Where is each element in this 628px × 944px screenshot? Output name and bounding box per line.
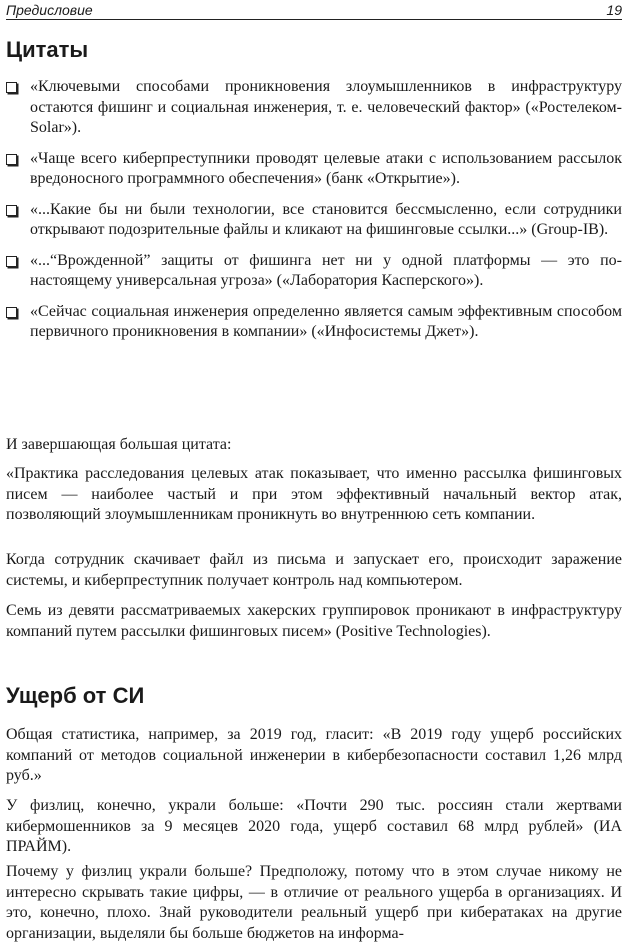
section-heading-damage: Ущерб от СИ xyxy=(6,683,145,708)
checkbox-bullet-icon xyxy=(6,256,17,267)
chapter-title: Предисловие xyxy=(6,2,93,18)
checkbox-bullet-icon xyxy=(6,82,17,93)
running-header xyxy=(6,0,622,20)
quote-paragraph: Семь из девяти рассматриваемых хакерских группировок проникают в инфраструктуру компаний путем рассылки фишинговых писем» (Positive Technologies). xyxy=(6,602,622,640)
list-item xyxy=(6,77,622,139)
bullet-text: «...Какие бы ни были технологии, все становится бессмысленно, если сотрудники открывают подозрительные файлы и кликают на фишинговые ссылки...» (Group-IB). xyxy=(30,200,622,238)
bullet-text: «Сейчас социальная инженерия определенно является самым эффективным способом первичного проникновения в компании» («Инфосистемы Джет»). xyxy=(30,302,622,340)
quotes-bullet-list xyxy=(6,77,622,353)
checkbox-bullet-icon xyxy=(6,307,17,318)
bullet-text: «Чаще всего киберпреступники проводят целевые атаки с использованием рассылок вредоносного программного обеспечения» (банк «Открытие»). xyxy=(30,149,622,187)
body-paragraph: Почему у физлиц украли больше? Предположу, потому что в этом случае никому не интересно скрывать такие цифры, — в отличие от реального ущерба в организациях. И это, конечно, плохо. Знай руководители реальный ущерб при кибератаках на другие организации, выделяли бы больше бюджетов на информа- xyxy=(6,863,622,942)
list-item xyxy=(6,149,622,190)
checkbox-bullet-icon xyxy=(6,154,17,165)
quote-intro: И завершающая большая цитата: xyxy=(6,436,232,453)
list-item xyxy=(6,251,622,292)
quote-paragraph: Когда сотрудник скачивает файл из письма и запускает его, происходит заражение системы, и киберпреступник получает контроль над компьютером. xyxy=(6,551,622,589)
list-item xyxy=(6,302,622,343)
quote-paragraph: «Практика расследования целевых атак показывает, что именно рассылка фишинговых писем — наиболее частый и при этом эффективный начальный вектор атак, позволяющий злоумышленникам проникнуть во внутреннюю сеть компании. xyxy=(6,465,622,523)
bullet-text: «Ключевыми способами проникновения злоумышленников в инфраструктуру остаются фишинг и социальная инженерия, т. е. человеческий фактор» («Ростелеком-Solar»). xyxy=(30,78,622,136)
list-item xyxy=(6,200,622,241)
section-heading-quotes: Цитаты xyxy=(6,37,89,62)
body-paragraph: Общая статистика, например, за 2019 год, гласит: «В 2019 году ущерб российских компаний от методов социальной инженерии в кибербезопасности составил 1,26 млрд руб.» xyxy=(6,726,622,784)
checkbox-bullet-icon xyxy=(6,205,17,216)
body-paragraph: У физлиц, конечно, украли больше: «Почти 290 тыс. россиян стали жертвами кибермошенников за 9 месяцев 2020 года, ущерб составил 68 млрд рублей» (ИА ПРАЙМ). xyxy=(6,797,622,855)
page-number: 19 xyxy=(606,2,622,18)
bullet-text: «...“Врожденной” защиты от фишинга нет ни у одной платформы — это по-настоящему универсальная угроза» («Лаборатория Касперского»). xyxy=(30,251,622,289)
